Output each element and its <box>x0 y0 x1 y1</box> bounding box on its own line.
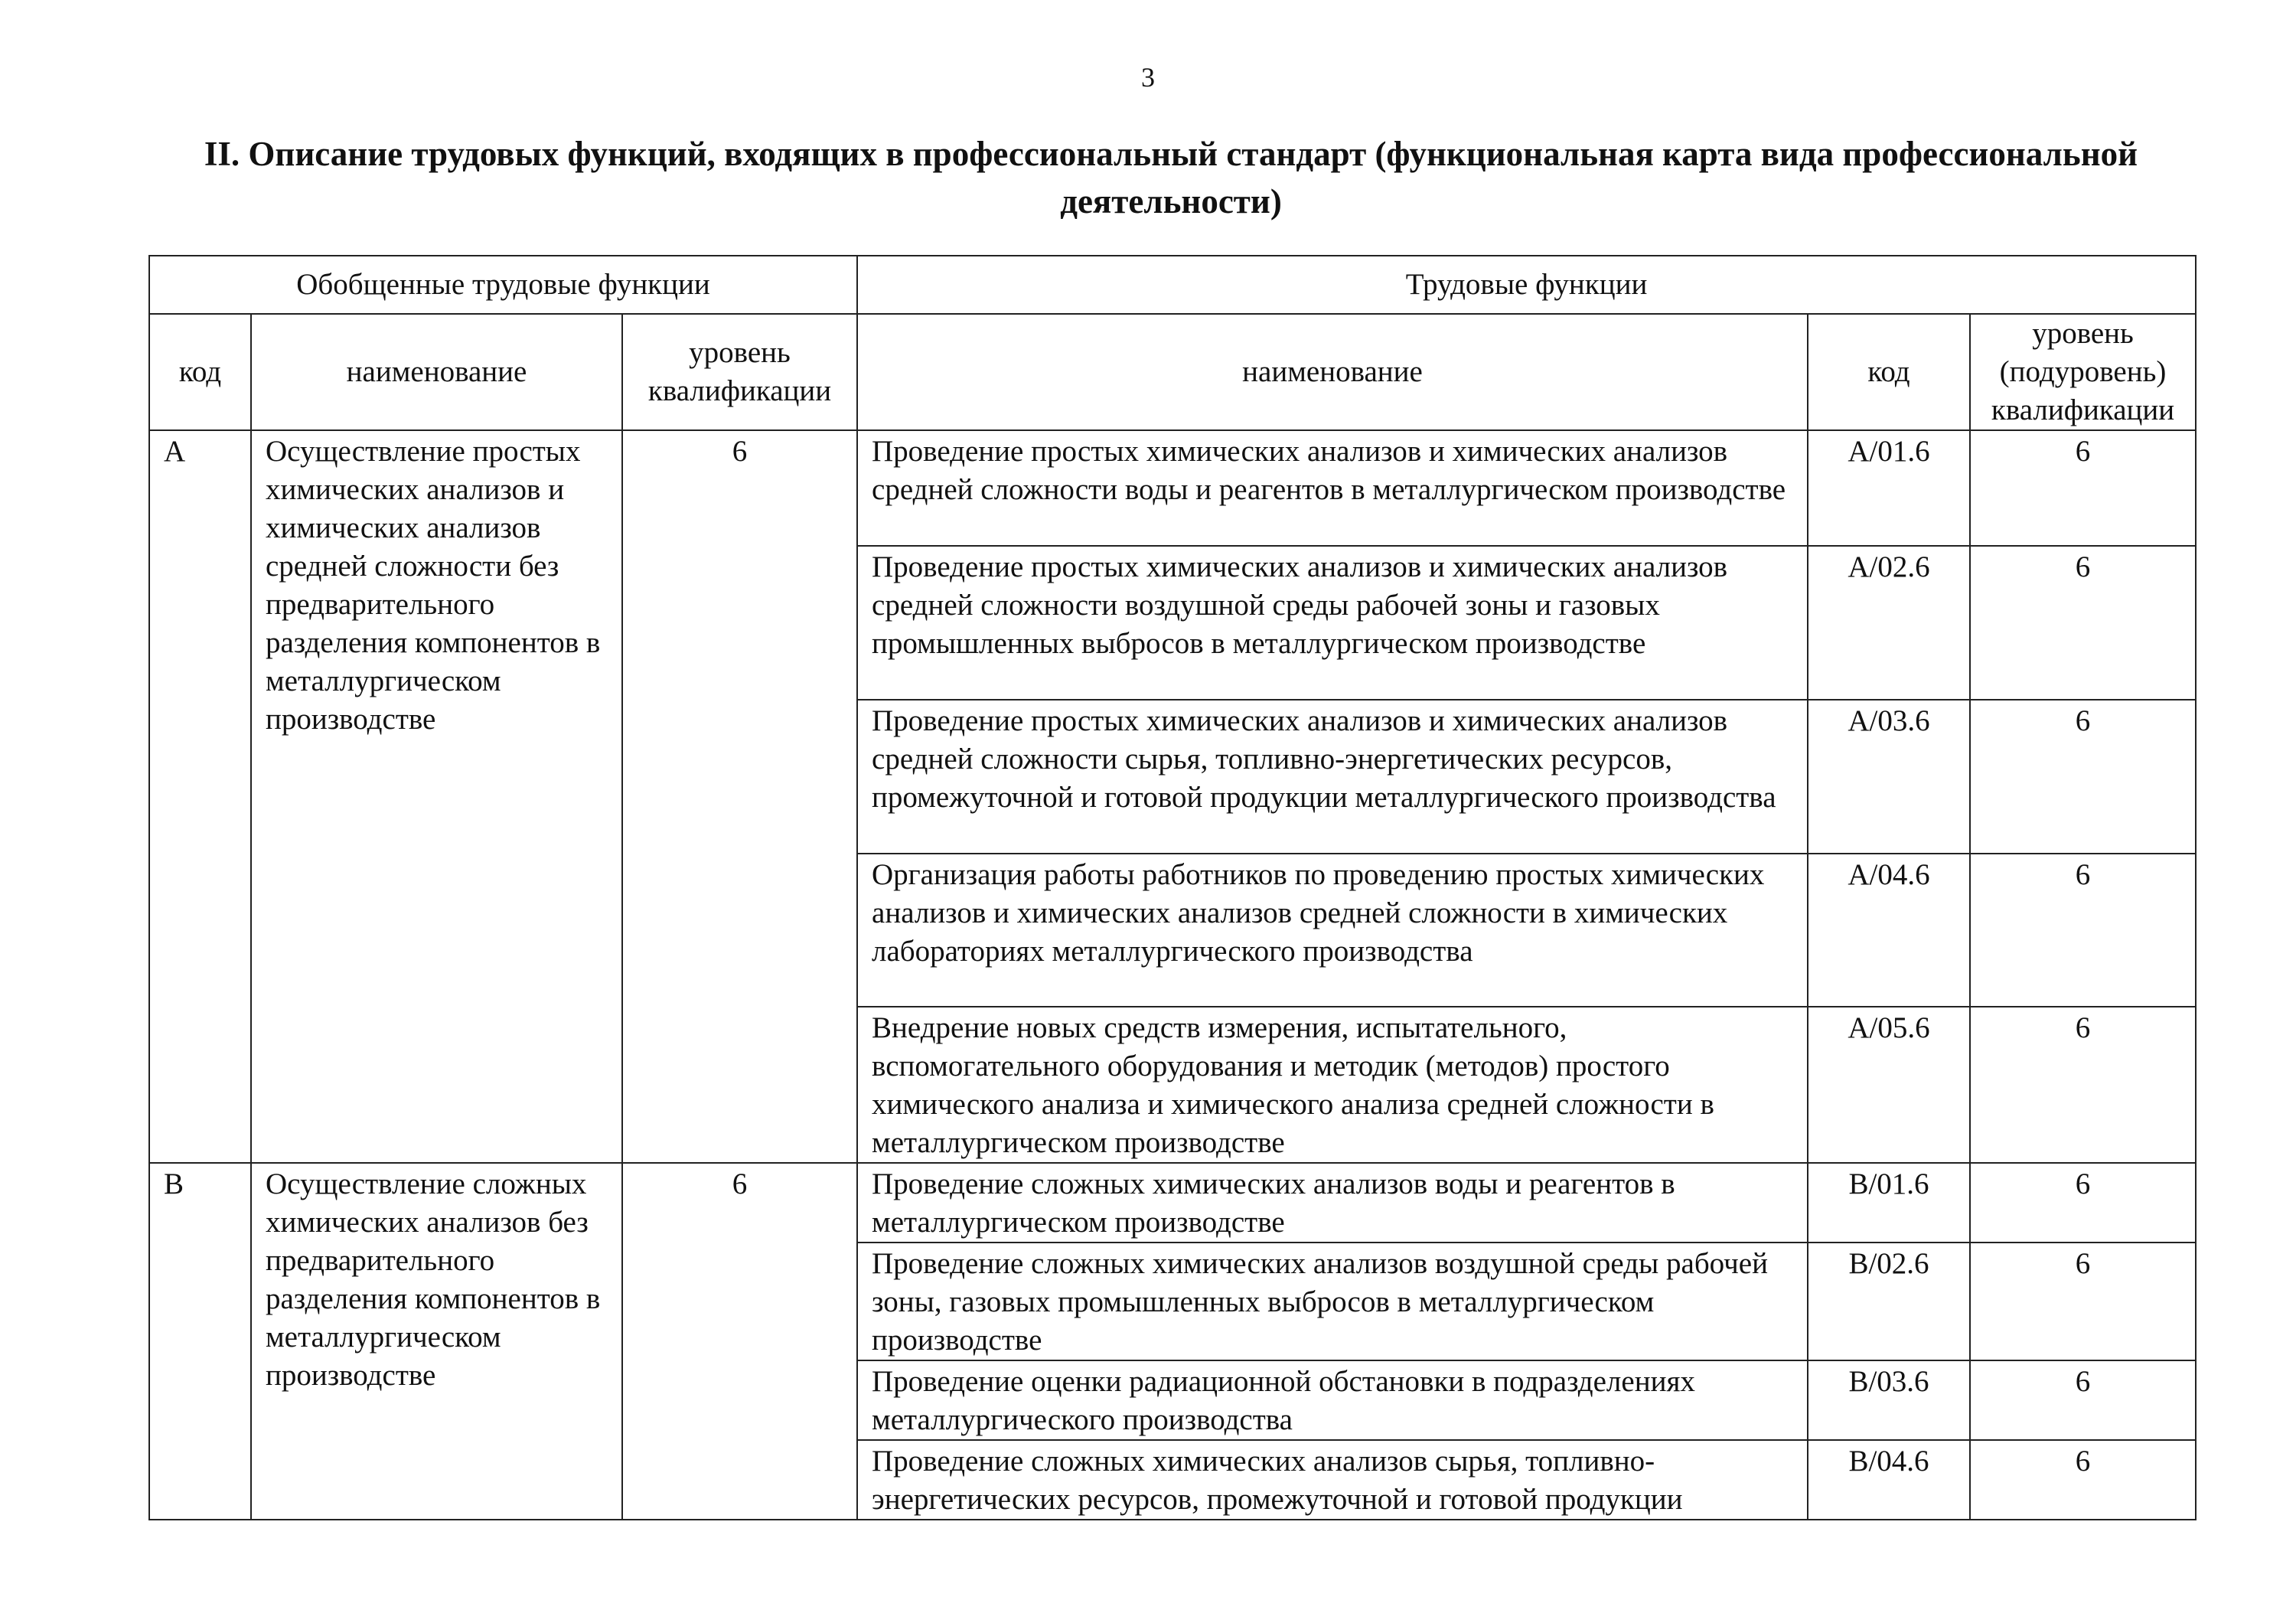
function-code: A/02.6 <box>1808 546 1970 700</box>
function-level: 6 <box>1970 1243 2196 1360</box>
table-subheader-row <box>149 314 2196 430</box>
function-level: 6 <box>1970 1163 2196 1243</box>
group-level: 6 <box>622 430 857 1163</box>
function-level: 6 <box>1970 700 2196 854</box>
function-code: B/01.6 <box>1808 1163 1970 1243</box>
group-code: B <box>149 1163 251 1520</box>
table-row <box>149 430 2196 546</box>
function-code: B/03.6 <box>1808 1360 1970 1440</box>
col-code-header: код <box>149 314 251 430</box>
group-name: Осуществление сложных химических анализов без предварительного разделения компонентов в металлургическом производстве <box>251 1163 622 1520</box>
function-name: Проведение сложных химических анализов сырья, топливно-энергетических ресурсов, промежуточной и готовой продукции <box>857 1440 1808 1520</box>
function-level: 6 <box>1970 430 2196 546</box>
table-header-row <box>149 256 2196 314</box>
function-code: A/01.6 <box>1808 430 1970 546</box>
col-tf-level-header: уровень (подуровень) квалификации <box>1970 314 2196 430</box>
function-level: 6 <box>1970 1360 2196 1440</box>
function-level: 6 <box>1970 854 2196 1007</box>
header-labor-functions: Трудовые функции <box>857 256 2196 314</box>
function-name: Проведение простых химических анализов и химических анализов средней сложности воды и реагентов в металлургическом производстве <box>857 430 1808 546</box>
function-name: Проведение оценки радиационной обстановки в подразделениях металлургического производства <box>857 1360 1808 1440</box>
function-code: A/03.6 <box>1808 700 1970 854</box>
table-row <box>149 1163 2196 1243</box>
function-level: 6 <box>1970 1440 2196 1520</box>
function-level: 6 <box>1970 546 2196 700</box>
function-name: Организация работы работников по проведению простых химических анализов и химических анализов средней сложности в химических лабораториях металлургического производства <box>857 854 1808 1007</box>
functional-map-table <box>148 255 2197 1520</box>
function-code: A/05.6 <box>1808 1007 1970 1163</box>
function-name: Проведение сложных химических анализов воды и реагентов в металлургическом производстве <box>857 1163 1808 1243</box>
col-tf-name-header: наименование <box>857 314 1808 430</box>
col-tf-code-header: код <box>1808 314 1970 430</box>
section-heading: II. Описание трудовых функций, входящих в профессиональный стандарт (функциональная карта вида профессиональной деятельности) <box>204 135 2138 220</box>
group-name: Осуществление простых химических анализов и химических анализов средней сложности без предварительного разделения компонентов в металлургическом производстве <box>251 430 622 1163</box>
col-name-header: наименование <box>251 314 622 430</box>
function-name: Проведение сложных химических анализов воздушной среды рабочей зоны, газовых промышленных выбросов в металлургическом производстве <box>857 1243 1808 1360</box>
function-code: B/04.6 <box>1808 1440 1970 1520</box>
col-level-header: уровень квалификации <box>622 314 857 430</box>
function-name: Проведение простых химических анализов и химических анализов средней сложности воздушной среды рабочей зоны и газовых промышленных выбросов в металлургическом производстве <box>857 546 1808 700</box>
header-generalized-functions: Обобщенные трудовые функции <box>149 256 857 314</box>
group-level: 6 <box>622 1163 857 1520</box>
function-level: 6 <box>1970 1007 2196 1163</box>
function-name: Проведение простых химических анализов и химических анализов средней сложности сырья, топливно-энергетических ресурсов, промежуточной и готовой продукции металлургического производства <box>857 700 1808 854</box>
function-name: Внедрение новых средств измерения, испытательного, вспомогательного оборудования и методик (методов) простого химического анализа и химического анализа средней сложности в металлургическом производстве <box>857 1007 1808 1163</box>
group-code: A <box>149 430 251 1163</box>
function-code: A/04.6 <box>1808 854 1970 1007</box>
function-code: B/02.6 <box>1808 1243 1970 1360</box>
page-number: 3 <box>1141 62 1155 93</box>
